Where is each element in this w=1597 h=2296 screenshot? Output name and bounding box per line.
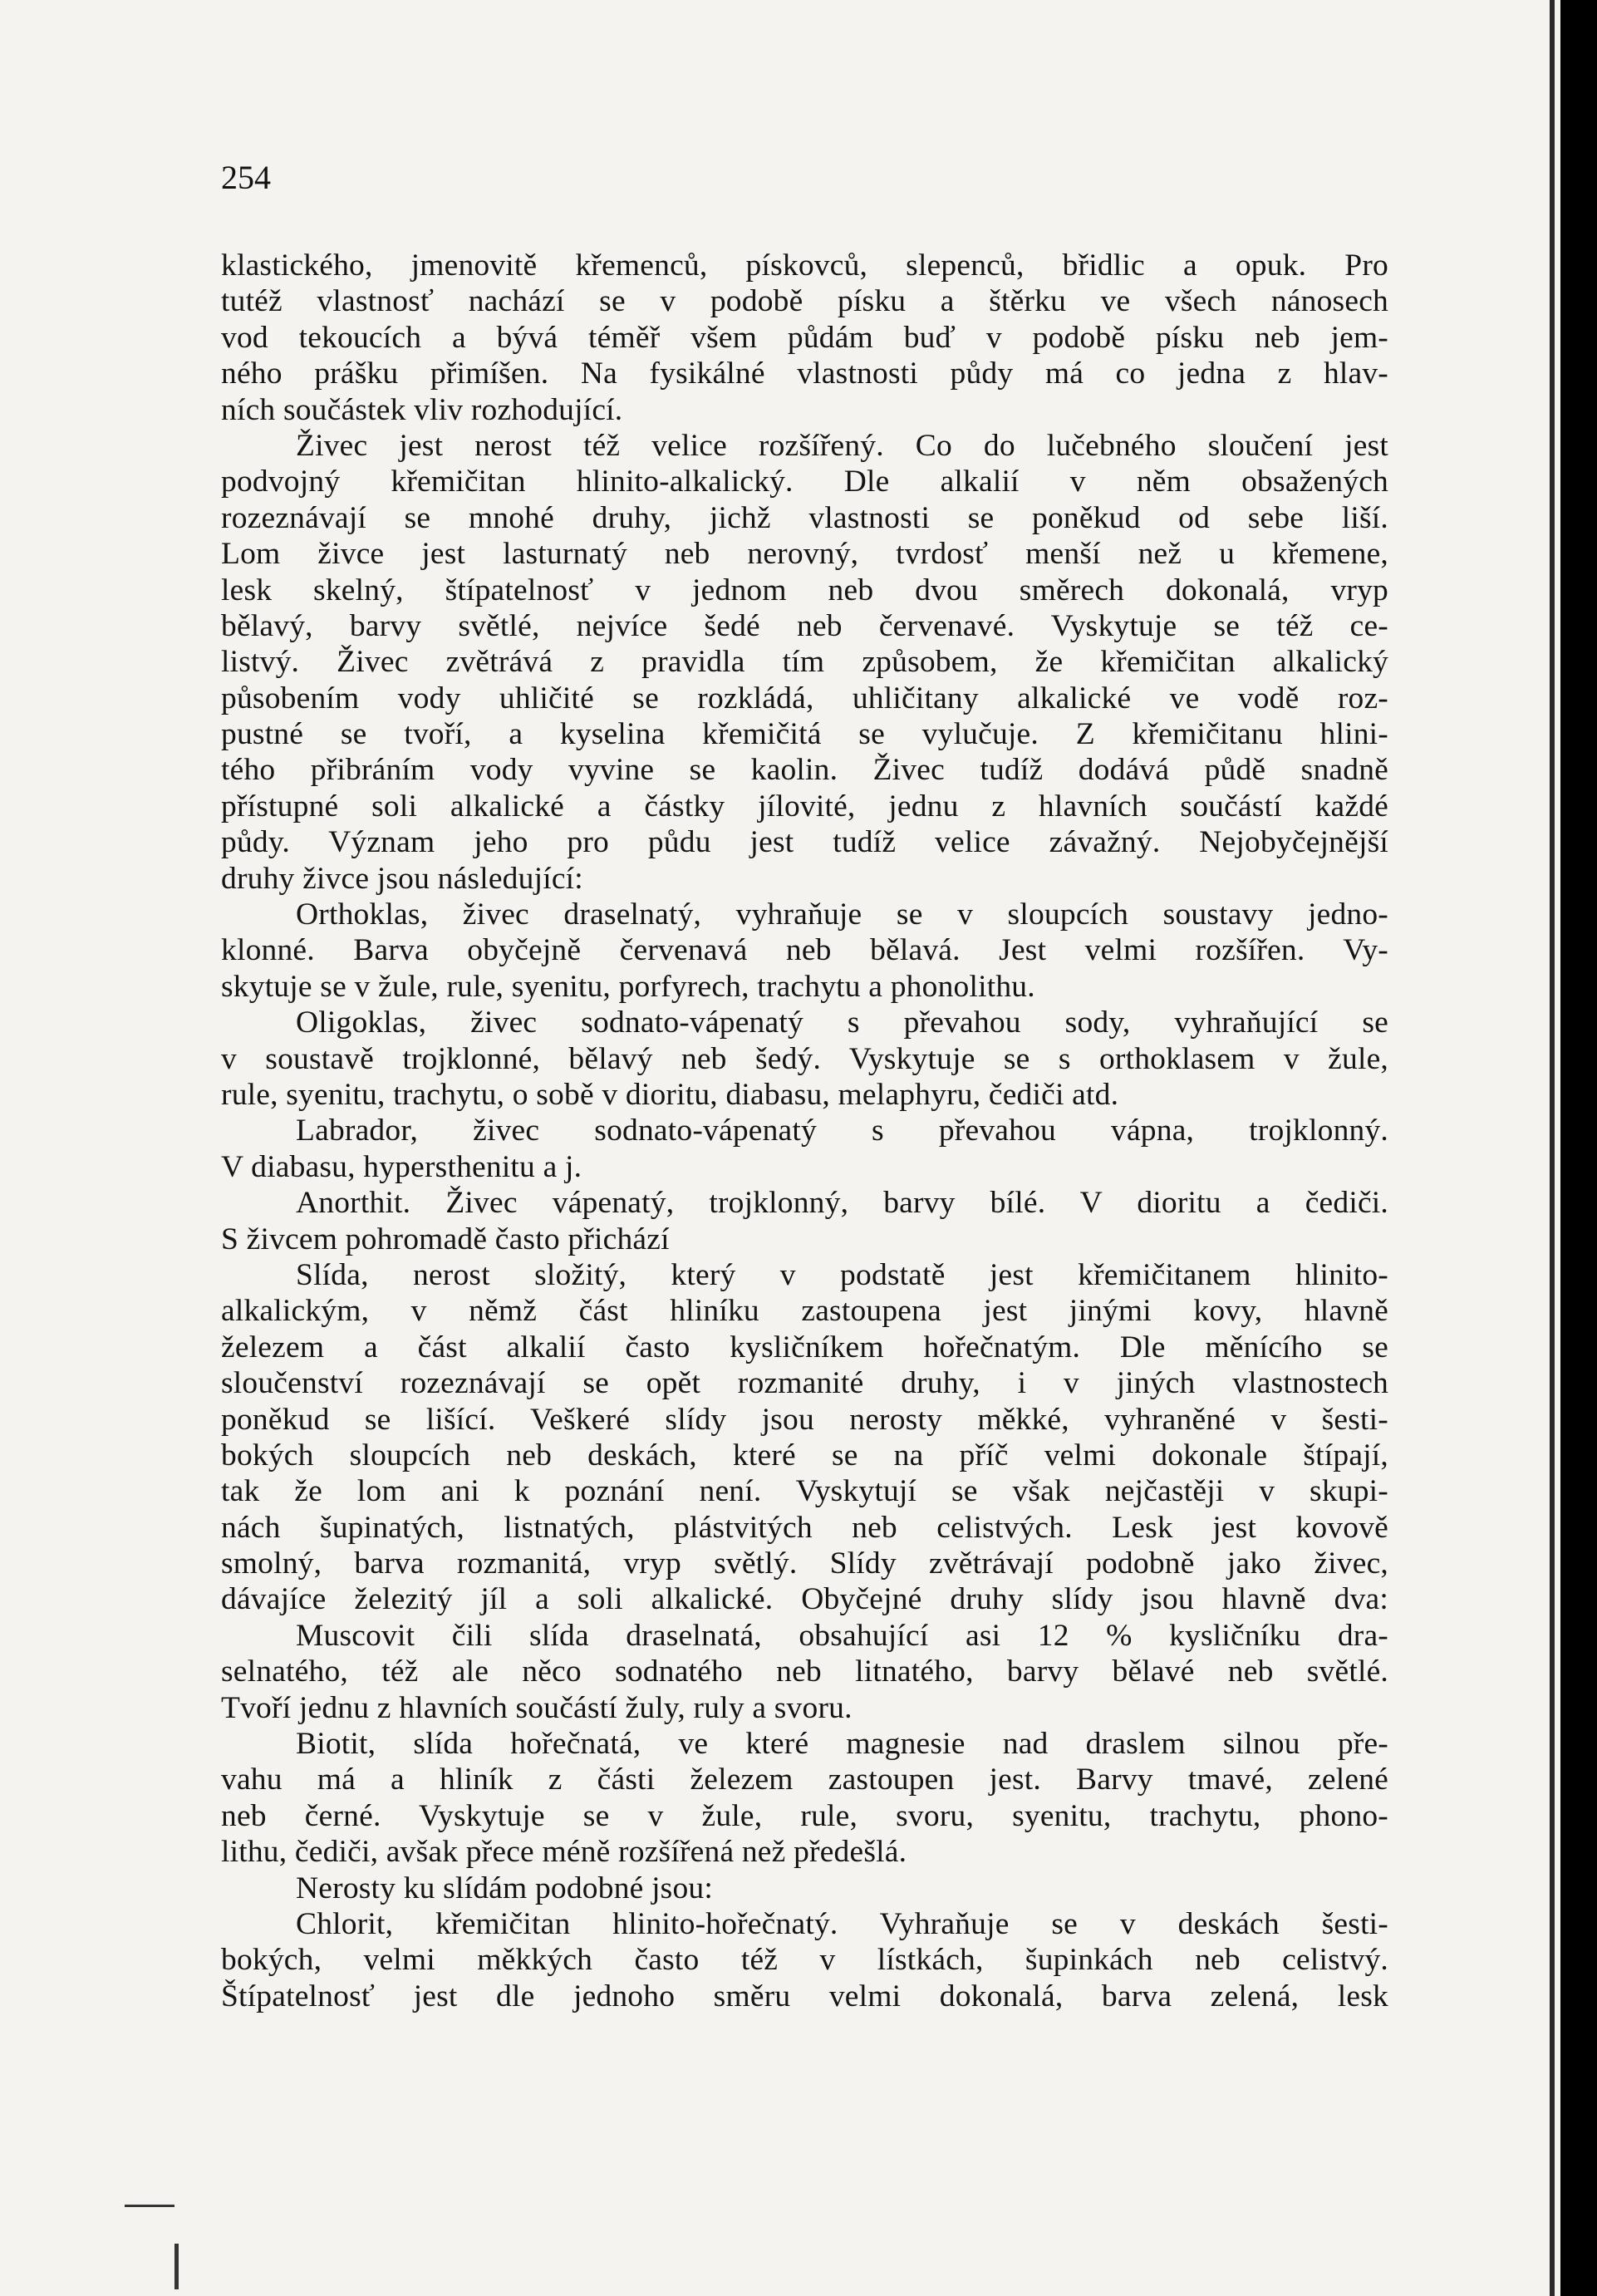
page-edge	[1550, 0, 1555, 2296]
text-line: lithu, čediči, avšak přece méně rozšířená než předešlá.	[221, 1835, 907, 1870]
text-line: tého přibráním vody vyvine se kaolin. Živec tudíž dodává půdě snadně	[221, 753, 1388, 788]
text-line: tutéž vlastnosť nachází se v podobě písku a štěrku ve všech nánosech	[221, 284, 1388, 319]
text-line: selnatého, též ale něco sodnatého neb litnatého, barvy bělavé neb světlé.	[221, 1654, 1388, 1689]
text-line: bokých sloupcích neb deskách, které se na příč velmi dokonale štípají,	[221, 1438, 1388, 1472]
text-line: druhy živce jsou následující:	[221, 861, 583, 896]
text-line: tak že lom ani k poznání není. Vyskytují se však nejčastěji v skupi-	[221, 1474, 1388, 1509]
text-line: Anorthit. Živec vápenatý, trojklonný, barvy bílé. V dioritu a čediči.	[296, 1186, 1388, 1221]
text-line: rozeznávají se mnohé druhy, jichž vlastnosti se poněkud od sebe liší.	[221, 500, 1388, 535]
text-line: dávajíce železitý jíl a soli alkalické. Obyčejné druhy slídy jsou hlavně dva:	[221, 1582, 1388, 1617]
scan-artifact	[125, 2205, 174, 2207]
text-line: V diabasu, hypersthenitu a j.	[221, 1149, 582, 1184]
text-line: klonné. Barva obyčejně červenavá neb bělavá. Jest velmi rozšířen. Vy-	[221, 933, 1388, 968]
scan-artifact	[174, 2244, 179, 2289]
text-line: Tvoří jednu z hlavních součástí žuly, ruly a svoru.	[221, 1690, 853, 1725]
text-line: smolný, barva rozmanitá, vryp světlý. Slídy zvětrávají podobně jako živec,	[221, 1546, 1388, 1581]
text-line: vahu má a hliník z části železem zastoupen jest. Barvy tmavé, zelené	[221, 1763, 1388, 1797]
text-line: půdy. Význam jeho pro půdu jest tudíž velice závažný. Nejobyčejnější	[221, 825, 1388, 860]
text-line: Biotit, slída hořečnatá, ve které magnesie nad draslem silnou pře-	[296, 1727, 1388, 1762]
body-text	[221, 248, 1388, 2014]
text-line: Živec jest nerost též velice rozšířený. Co do lučebného sloučení jest	[296, 428, 1388, 463]
text-line: bokých, velmi měkkých často též v lístkách, šupinkách neb celistvý.	[221, 1943, 1388, 1978]
text-line: ného prášku přimíšen. Na fysikálné vlastnosti půdy má co jedna z hlav-	[221, 356, 1388, 391]
text-line: lesk skelný, štípatelnosť v jednom neb dvou směrech dokonalá, vryp	[221, 573, 1388, 607]
text-line: Slída, nerost složitý, který v podstatě jest křemičitanem hlinito-	[296, 1257, 1388, 1292]
text-line: sloučenství rozeznávají se opět rozmanité druhy, i v jiných vlastnostech	[221, 1366, 1388, 1401]
text-line: Muscovit čili slída draselnatá, obsahující asi 12 % kysličníku dra-	[296, 1618, 1388, 1653]
text-line: neb černé. Vyskytuje se v žule, rule, svoru, syenitu, trachytu, phono-	[221, 1798, 1388, 1833]
text-line: ních součástek vliv rozhodující.	[221, 392, 623, 427]
text-line: přístupné soli alkalické a částky jílovité, jednu z hlavních součástí každé	[221, 789, 1388, 824]
text-line: nách šupinatých, listnatých, plástvitých neb celistvých. Lesk jest kovově	[221, 1510, 1388, 1545]
text-line: Lom živce jest lasturnatý neb nerovný, tvrdosť menší než u křemene,	[221, 537, 1388, 572]
text-line: Nerosty ku slídám podobné jsou:	[296, 1871, 713, 1905]
text-line: podvojný křemičitan hlinito-alkalický. Dle alkalií v něm obsažených	[221, 465, 1388, 499]
text-line: bělavý, barvy světlé, nejvíce šedé neb červenavé. Vyskytuje se též ce-	[221, 608, 1388, 643]
text-line: alkalickým, v němž část hliníku zastoupena jest jinými kovy, hlavně	[221, 1294, 1388, 1329]
text-line: Labrador, živec sodnato-vápenatý s převahou vápna, trojklonný.	[296, 1114, 1388, 1148]
text-line: Orthoklas, živec draselnatý, vyhraňuje se v sloupcích soustavy jedno-	[296, 897, 1388, 932]
text-line: Oligoklas, živec sodnato-vápenatý s převahou sody, vyhraňující se	[296, 1005, 1388, 1040]
text-line: rule, syenitu, trachytu, o sobě v dioritu, diabasu, melaphyru, čediči atd.	[221, 1077, 1119, 1112]
text-line: vod tekoucích a bývá téměř všem půdám buď v podobě písku neb jem-	[221, 320, 1388, 355]
page-number: 254	[221, 159, 271, 196]
text-line: železem a část alkalií často kysličníkem hořečnatým. Dle měnícího se	[221, 1330, 1388, 1364]
text-line: listvý. Živec zvětrává z pravidla tím způsobem, že křemičitan alkalický	[221, 645, 1388, 680]
text-line: Štípatelnosť jest dle jednoho směru velmi dokonalá, barva zelená, lesk	[221, 1979, 1388, 2013]
text-line: pustné se tvoří, a kyselina křemičitá se vylučuje. Z křemičitanu hlini-	[221, 717, 1388, 752]
text-line: Chlorit, křemičitan hlinito-hořečnatý. Vyhraňuje se v deskách šesti-	[296, 1906, 1388, 1941]
text-line: S živcem pohromadě často přichází	[221, 1222, 670, 1256]
text-line: klastického, jmenovitě křemenců, pískovců, slepenců, břidlic a opuk. Pro	[221, 248, 1388, 283]
text-line: v soustavě trojklonné, bělavý neb šedý. Vyskytuje se s orthoklasem v žule,	[221, 1041, 1388, 1076]
text-line: skytuje se v žule, rule, syenitu, porfyrech, trachytu a phonolithu.	[221, 969, 1035, 1004]
text-line: poněkud se lišící. Veškeré slídy jsou nerosty měkké, vyhraněné v šesti-	[221, 1402, 1388, 1437]
text-line: působením vody uhličité se rozkládá, uhličitany alkalické ve vodě roz-	[221, 681, 1388, 715]
